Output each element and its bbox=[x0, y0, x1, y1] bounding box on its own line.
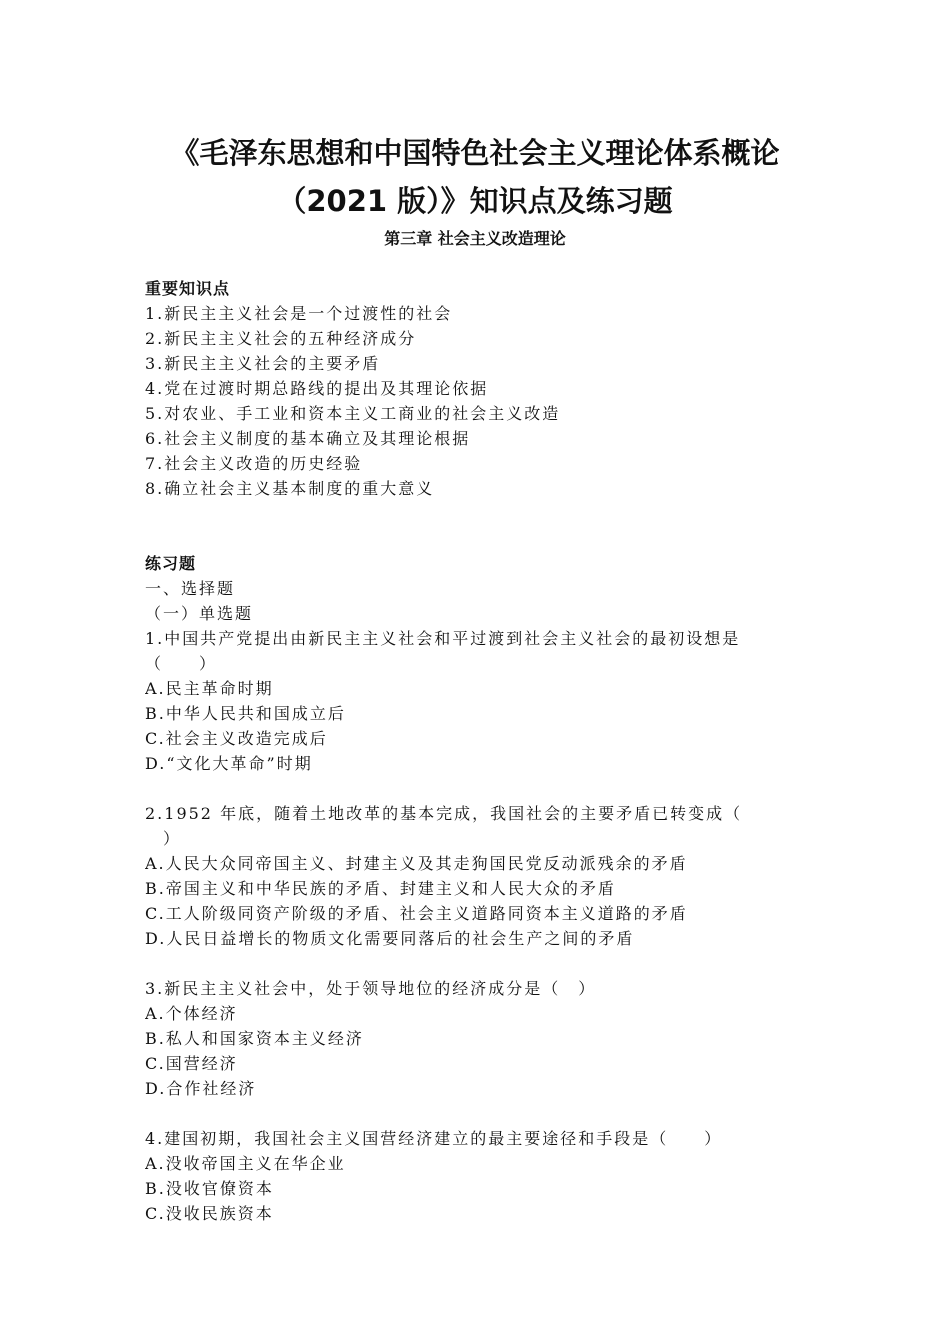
question-2-option-b: B.帝国主义和中华民族的矛盾、封建主义和人民大众的矛盾 bbox=[145, 879, 616, 898]
section-title: 一、选择题 bbox=[145, 579, 236, 598]
spacer bbox=[145, 501, 825, 551]
document-title-line-1: 《毛泽东思想和中国特色社会主义理论体系概论 bbox=[170, 136, 780, 170]
question-4-text: 4.建国初期，我国社会主义国营经济建立的最主要途径和手段是（ ） bbox=[145, 1129, 723, 1148]
knowledge-item: 3.新民主主义社会的主要矛盾 bbox=[145, 354, 381, 373]
subsection-title: （一）单选题 bbox=[145, 604, 254, 623]
question-3-option-a: A.个体经济 bbox=[145, 1004, 238, 1023]
chapter-title: 第三章 社会主义改造理论 bbox=[384, 229, 566, 248]
knowledge-heading: 重要知识点 bbox=[145, 279, 231, 298]
knowledge-item: 7.社会主义改造的历史经验 bbox=[145, 454, 363, 473]
question-3-option-c: C.国营经济 bbox=[145, 1054, 238, 1073]
question-2-text: ） bbox=[145, 829, 182, 848]
exercises-heading: 练习题 bbox=[145, 554, 197, 573]
question-4-option-c: C.没收民族资本 bbox=[145, 1204, 274, 1223]
question-2-option-d: D.人民日益增长的物质文化需要同落后的社会生产之间的矛盾 bbox=[145, 929, 635, 948]
knowledge-item: 1.新民主主义社会是一个过渡性的社会 bbox=[145, 304, 453, 323]
knowledge-item: 8.确立社会主义基本制度的重大意义 bbox=[145, 479, 435, 498]
question-4-option-a: A.没收帝国主义在华企业 bbox=[145, 1154, 346, 1173]
question-1-option-b: B.中华人民共和国成立后 bbox=[145, 704, 346, 723]
question-1-option-a: A.民主革命时期 bbox=[145, 679, 274, 698]
question-1-text: （ ） bbox=[145, 654, 218, 673]
question-1-text: 1.中国共产党提出由新民主主义社会和平过渡到社会主义社会的最初设想是 bbox=[145, 629, 741, 648]
spacer bbox=[145, 1101, 825, 1126]
question-1-option-c: C.社会主义改造完成后 bbox=[145, 729, 328, 748]
question-2-text: 2.1952 年底，随着土地改革的基本完成，我国社会的主要矛盾已转变成（ bbox=[145, 804, 743, 823]
document-title-line-2: （2021 版）》知识点及练习题 bbox=[277, 184, 673, 218]
question-3-text: 3.新民主主义社会中，处于领导地位的经济成分是（ ） bbox=[145, 979, 597, 998]
spacer bbox=[145, 776, 825, 801]
question-4-option-b: B.没收官僚资本 bbox=[145, 1179, 274, 1198]
question-3-option-d: D.合作社经济 bbox=[145, 1079, 257, 1098]
question-2-option-a: A.人民大众同帝国主义、封建主义及其走狗国民党反动派残余的矛盾 bbox=[145, 854, 688, 873]
knowledge-item: 2.新民主主义社会的五种经济成分 bbox=[145, 329, 417, 348]
question-2-option-c: C.工人阶级同资产阶级的矛盾、社会主义道路同资本主义道路的矛盾 bbox=[145, 904, 688, 923]
knowledge-item: 6.社会主义制度的基本确立及其理论根据 bbox=[145, 429, 471, 448]
knowledge-item: 4.党在过渡时期总路线的提出及其理论依据 bbox=[145, 379, 489, 398]
question-1-option-d: D.“文化大革命”时期 bbox=[145, 754, 313, 773]
spacer bbox=[145, 951, 825, 976]
document-body bbox=[145, 276, 825, 1226]
question-3-option-b: B.私人和国家资本主义经济 bbox=[145, 1029, 364, 1048]
knowledge-item: 5.对农业、手工业和资本主义工商业的社会主义改造 bbox=[145, 404, 561, 423]
